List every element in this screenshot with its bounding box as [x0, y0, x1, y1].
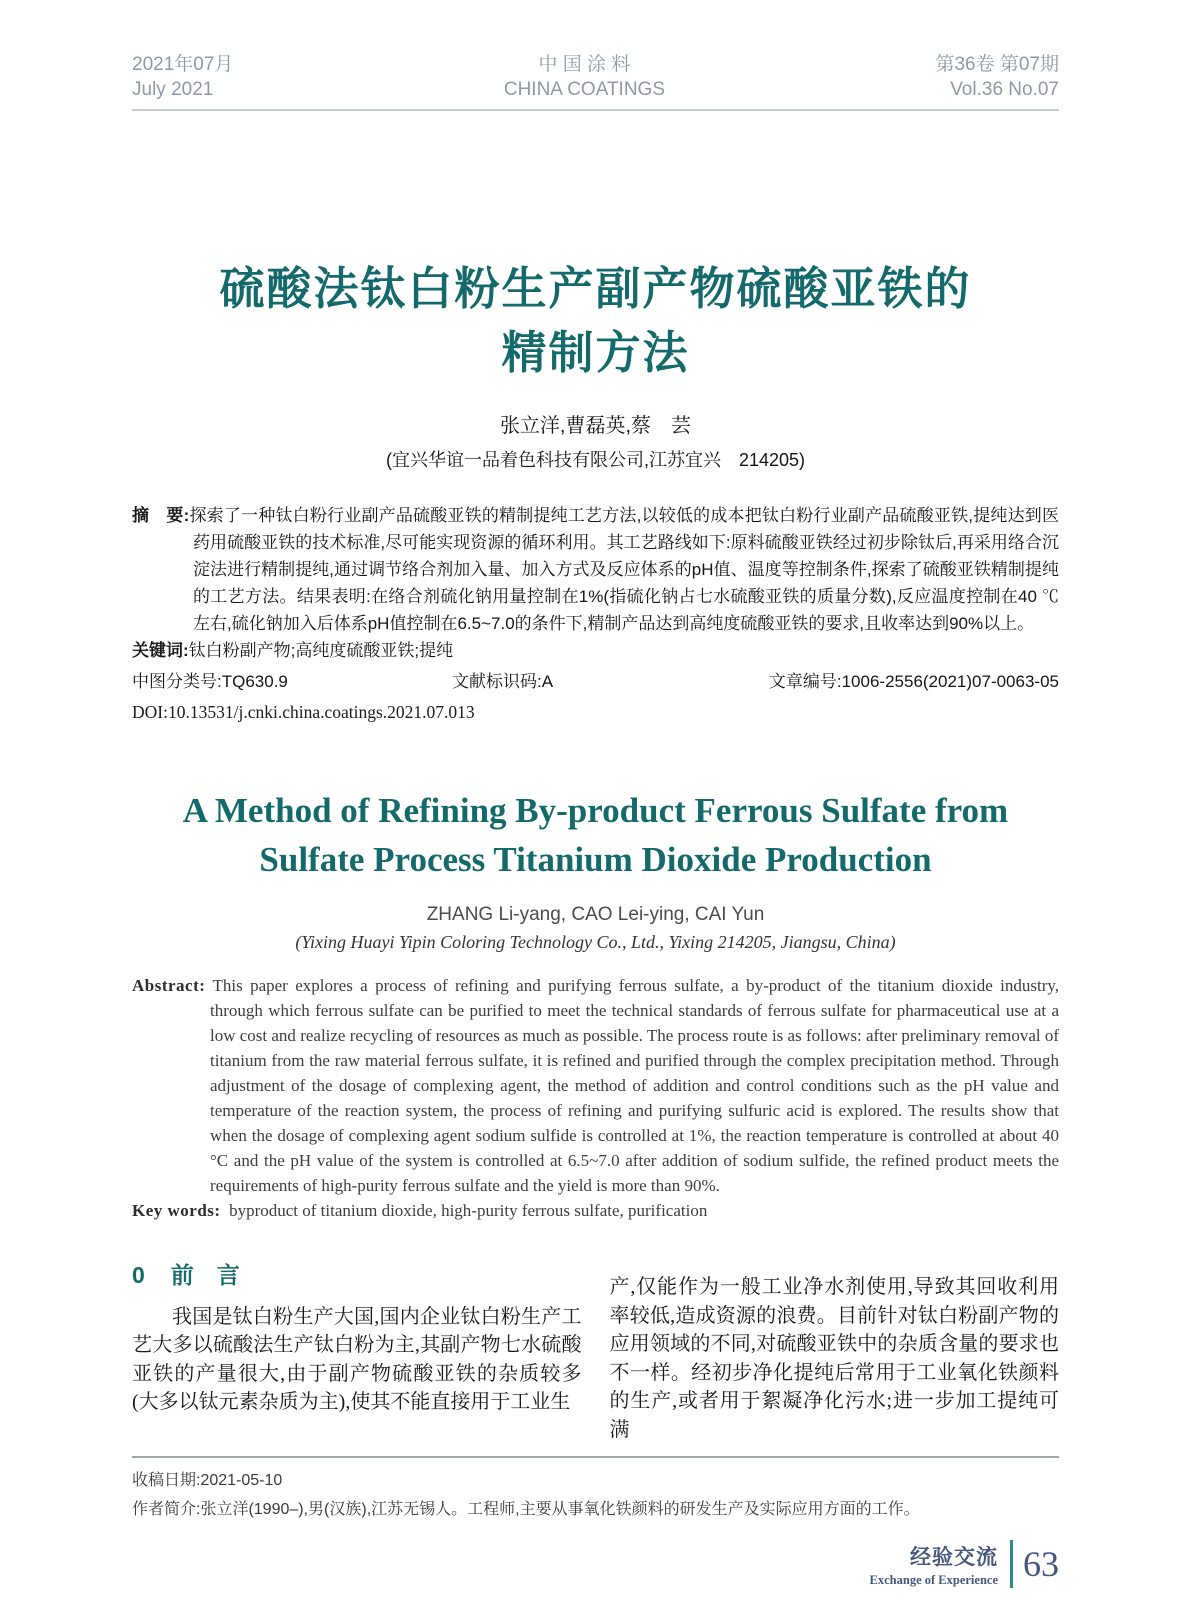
section-number: 0 [132, 1262, 145, 1288]
volume-issue-en: Vol.36 No.07 [950, 79, 1059, 100]
abstract-en-block [132, 973, 1059, 1223]
abstract-zh-label: 摘 要: [132, 506, 190, 525]
column-footer [132, 1540, 1059, 1588]
intro-section [132, 1259, 1059, 1444]
intro-paragraph-left: 我国是钛白粉生产大国,国内企业钛白粉生产工艺大多以硫酸法生产钛白粉为主,其副产物七水硫酸亚铁的产量很大,由于副产物硫酸亚铁的杂质较多(大多以钛元素杂质为主),使其不能直接用于工业生 [132, 1305, 582, 1413]
journal-name-zh: 中 国 涂 料 [538, 54, 631, 75]
header-issue-date [132, 52, 233, 102]
affiliation-zh: (宜兴华谊一品着色科技有限公司,江苏宜兴 214205) [385, 450, 806, 470]
abstract-zh-text: 探索了一种钛白粉行业副产品硫酸亚铁的精制提纯工艺方法,以较低的成本把钛白粉行业副产品硫酸亚铁,提纯达到医药用硫酸亚铁的技术标准,尽可能实现资源的循环利用。其工艺路线如下:原料硫酸亚铁经过初步除钛后,再采用络合沉淀法进行精制提纯,通过调节络合剂加入量、加入方式及反应体系的pH值、温度等控制条件,探索了硫酸亚铁精制提纯的工艺方法。结果表明:在络合剂硫化钠用量控制在1%(指硫化钠占七水硫酸亚铁的质量分数),反应温度控制在40 ℃左右,硫化钠加入后体系pH值控制在6.5~7.0的条件下,精制产品达到高纯度硫酸亚铁的要求,且收率达到90%以上。 [189, 506, 1059, 633]
article-title-en-line2: Sulfate Process Titanium Dioxide Production [259, 840, 932, 879]
intro-paragraph-right: 产,仅能作为一般工业净水剂使用,导致其回收利用率较低,造成资源的浪费。目前针对钛白粉副产物的应用领域的不同,对硫酸亚铁中的杂质含量的要求也不一样。经初步净化提纯后常用于工业氧化铁颜料的生产,或者用于絮凝净化污水;进一步加工提纯可满 [609, 1276, 1059, 1441]
keywords-zh-label: 关键词: [132, 641, 189, 660]
article-number: 文章编号:1006-2556(2021)07-0063-05 [768, 672, 1059, 691]
article-title-zh-line1: 硫酸法钛白粉生产副产物硫酸亚铁的 [219, 263, 972, 314]
footnote-block [132, 1456, 1059, 1524]
section-title: 前 言 [170, 1262, 240, 1288]
affiliation-en: (Yixing Huayi Yipin Coloring Technology Co., Ltd., Yixing 214205, Jiangsu, China) [295, 932, 896, 952]
issue-date-en: July 2021 [132, 79, 214, 100]
keywords-en-text: byproduct of titanium dioxide, high-purity ferrous sulfate, purification [229, 1201, 708, 1220]
article-title-en [132, 786, 1059, 884]
intro-column-right [610, 1259, 1060, 1444]
abstract-en-label: Abstract: [132, 976, 206, 995]
footer-divider-bar [1010, 1540, 1013, 1588]
column-name-zh: 经验交流 [910, 1545, 998, 1569]
abstract-en-text: This paper explores a process of refining and purifying ferrous sulfate, a by-product of the titanium dioxide industry, through which ferrous sulfate can be purified to meet the technical standards of ferrous sulfate for pharmaceutical use at a low cost and realize recycling of resources as much as possible. The process route is as follows: after preliminary removal of titanium from the raw material ferrous sulfate, it is refined and purified through the complex precipitation method. Through adjustment of the dosage of complexing agent, the method of addition and control conditions such as the pH value and temperature of the reaction system, the process of refining and purifying sulfuric acid is explored. The results show that when the dosage of complexing agent sodium sulfide is controlled at 1%, the reaction temperature is controlled at about 40 °C and the pH value of the system is controlled at 6.5~7.0 after addition of sodium sulfide, the refined product meets the requirements of high-purity ferrous sulfate and the yield is more than 90%. [210, 976, 1059, 1195]
page-number: 63 [1023, 1544, 1059, 1584]
doi: DOI:10.13531/j.cnki.china.coatings.2021.07.013 [132, 702, 475, 722]
section-heading [132, 1261, 582, 1290]
article-title-zh [132, 257, 1059, 385]
abstract-en [132, 973, 1059, 1198]
journal-name-en: CHINA COATINGS [503, 79, 666, 100]
journal-header [132, 52, 1059, 111]
intro-column-left [132, 1259, 582, 1444]
keywords-zh [132, 637, 1059, 664]
article-meta-row [132, 668, 1059, 695]
keywords-en [132, 1198, 1059, 1223]
column-names [870, 1541, 998, 1588]
authors-en: ZHANG Li-yang, CAO Lei-ying, CAI Yun [426, 904, 765, 925]
article-title-zh-line2: 精制方法 [501, 327, 690, 378]
author-bio: 作者简介:张立洋(1990–),男(汉族),江苏无锡人。工程师,主要从事氧化铁颜料的研发生产及实际应用方面的工作。 [132, 1501, 920, 1518]
authors-zh: 张立洋,曹磊英,蔡 芸 [499, 415, 692, 437]
header-journal-name [504, 52, 665, 102]
abstract-zh [132, 502, 1059, 637]
issue-date-zh: 2021年07月 [132, 54, 234, 75]
column-name-en: Exchange of Experience [869, 1572, 998, 1587]
clc-number: 中图分类号:TQ630.9 [132, 672, 288, 691]
volume-issue-zh: 第36卷 第07期 [935, 54, 1059, 75]
keywords-en-label: Key words: [132, 1201, 221, 1220]
document-code: 文献标识码:A [452, 672, 554, 691]
received-date: 收稿日期:2021-05-10 [132, 1472, 283, 1489]
header-volume-issue [935, 52, 1059, 102]
article-title-en-line1: A Method of Refining By-product Ferrous Sulfate from [182, 791, 1009, 830]
keywords-zh-text: 钛白粉副产物;高纯度硫酸亚铁;提纯 [188, 641, 454, 660]
abstract-zh-block [132, 502, 1059, 726]
